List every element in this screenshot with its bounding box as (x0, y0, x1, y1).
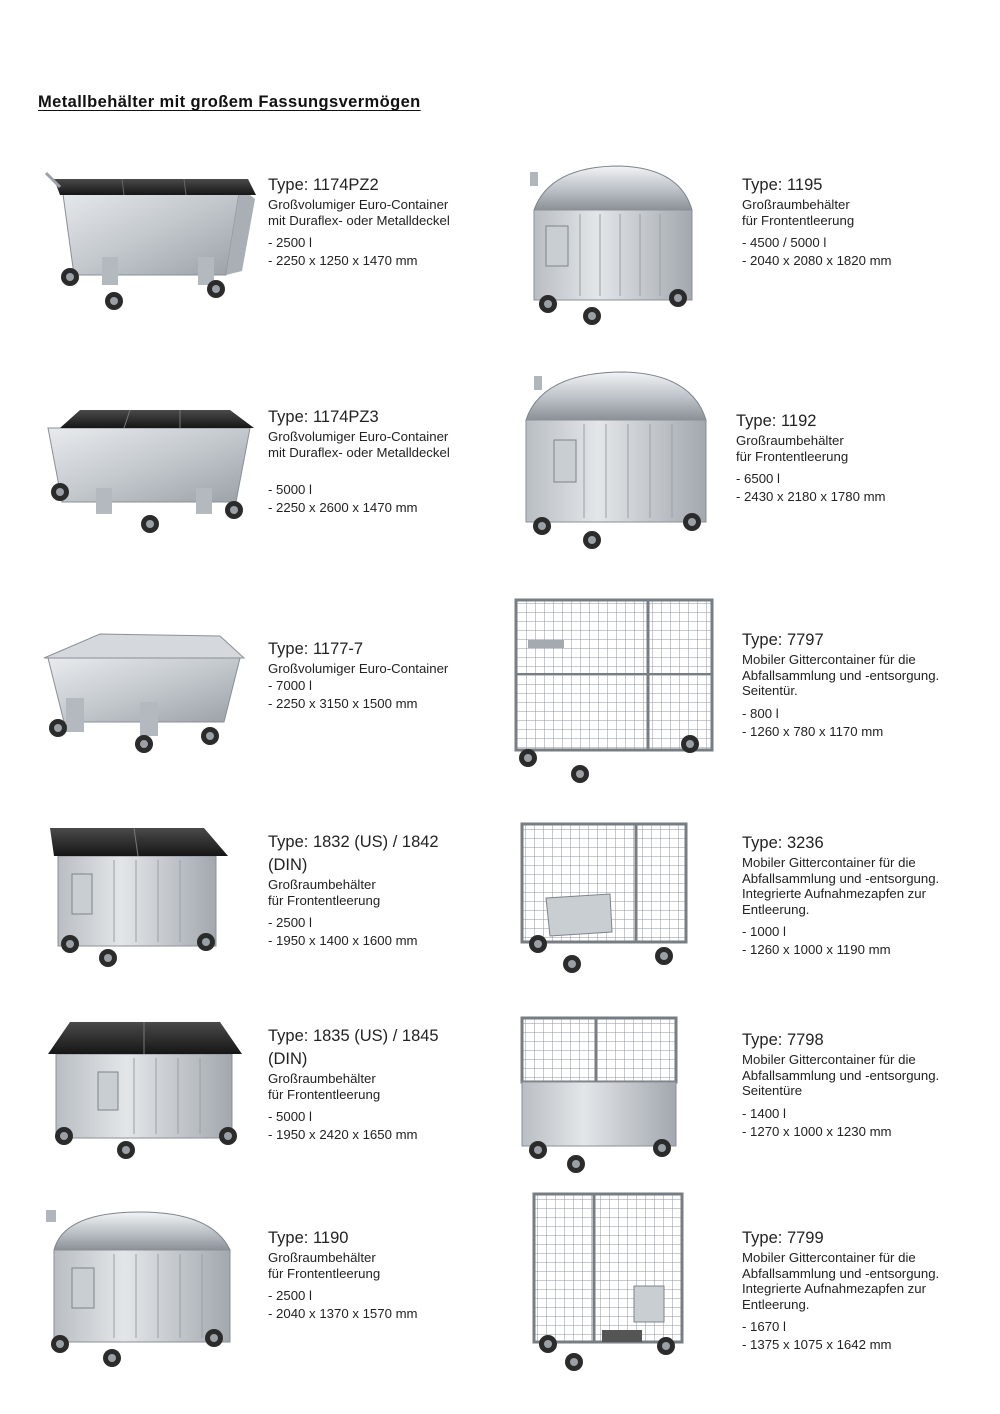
product-desc-line: Abfallsammlung und -entsorgung. (742, 1067, 940, 1083)
domed-container-icon (520, 160, 700, 330)
product-volume: - 1000 l (742, 924, 786, 939)
product-desc-line: Entleerung. (742, 901, 810, 917)
product-type: Type: 1835 (US) / 1845 (268, 1027, 439, 1045)
product-desc-line: Integrierte Aufnahmezapfen zur (742, 1281, 927, 1296)
product-volume: - 1670 l (742, 1319, 786, 1334)
slanted-container-black-lid-icon (40, 165, 260, 315)
product-desc-line: Entleerung. (742, 1296, 810, 1312)
product-volume: - 1400 l (742, 1105, 786, 1121)
product-volume: - 5000 l (268, 1109, 312, 1124)
product-type: Type: 7798 (742, 1031, 824, 1049)
product-dimensions: - 2040 x 2080 x 1820 mm (742, 253, 892, 268)
product-type: Type: 1174PZ3 (268, 408, 379, 426)
product-volume: - 5000 l (268, 482, 312, 497)
product-desc-line: Abfallsammlung und -entsorgung. (742, 667, 940, 683)
mesh-sheet-cart-icon (516, 1014, 682, 1176)
product-desc-line: Großraumbehälter (268, 1250, 376, 1265)
product-dimensions: - 1950 x 2420 x 1650 mm (268, 1127, 418, 1142)
product-volume: - 2500 l (268, 915, 312, 930)
product-dimensions: - 1950 x 1400 x 1600 mm (268, 933, 418, 948)
product-desc-line: mit Duraflex- oder Metalldeckel (268, 444, 450, 460)
product-desc-line: für Frontentleerung (736, 448, 849, 464)
mesh-cage-cart-icon (516, 820, 692, 982)
product-volume: - 4500 / 5000 l (742, 235, 827, 250)
product-dimensions: - 2250 x 1250 x 1470 mm (268, 253, 418, 268)
product-desc-line: Mobiler Gittercontainer für die (742, 652, 916, 667)
product-type: Type: 1192 (736, 412, 817, 430)
product-desc-line: Integrierte Aufnahmezapfen zur (742, 886, 927, 901)
product-volume: - 800 l (742, 705, 779, 721)
product-desc-line: Großraumbehälter (742, 197, 850, 212)
product-desc-line: Großraumbehälter (268, 1071, 376, 1086)
product-dimensions: - 2040 x 1370 x 1570 mm (268, 1306, 418, 1321)
flat-metal-lid-container-icon (40, 628, 250, 758)
product-type-suffix: (DIN) (268, 1050, 308, 1068)
product-dimensions: - 1260 x 780 x 1170 mm (742, 723, 884, 739)
product-type: Type: 1174PZ2 (268, 176, 379, 194)
product-desc-line: Abfallsammlung und -entsorgung. (742, 1265, 940, 1281)
product-dimensions: - 1270 x 1000 x 1230 mm (742, 1123, 892, 1139)
product-type-suffix: (DIN) (268, 856, 308, 874)
product-desc-line: mit Duraflex- oder Metalldeckel (268, 212, 450, 228)
product-desc-line: für Frontentleerung (742, 212, 855, 228)
product-desc-line: Großraumbehälter (736, 433, 844, 448)
product-volume: - 6500 l (736, 471, 780, 486)
product-dimensions: - 2250 x 3150 x 1500 mm (268, 695, 418, 711)
product-volume: - 2500 l (268, 235, 312, 250)
mesh-cage-cart-icon (508, 594, 720, 789)
product-desc-line: Seitentür. (742, 683, 798, 698)
product-dimensions: - 2430 x 2180 x 1780 mm (736, 489, 886, 504)
product-type: Type: 1832 (US) / 1842 (268, 833, 439, 851)
product-dimensions: - 2250 x 2600 x 1470 mm (268, 500, 418, 515)
upright-container-black-lid-icon (44, 822, 230, 968)
product-desc-line: Abfallsammlung und -entsorgung. (742, 870, 940, 886)
product-type: Type: 7797 (742, 631, 824, 649)
product-desc-line: für Frontentleerung (268, 892, 381, 908)
product-dimensions: - 1375 x 1075 x 1642 mm (742, 1337, 892, 1352)
tall-mesh-cart-icon (528, 1190, 688, 1374)
product-desc-line: Großvolumiger Euro-Container (268, 429, 449, 444)
product-desc-line: Großvolumiger Euro-Container (268, 661, 449, 676)
product-type: Type: 1177-7 (268, 640, 364, 658)
product-type: Type: 1190 (268, 1229, 349, 1247)
product-dimensions: - 1260 x 1000 x 1190 mm (742, 942, 891, 957)
product-desc-line: für Frontentleerung (268, 1265, 381, 1281)
page-title: Metallbehälter mit großem Fassungsvermögen (38, 93, 421, 111)
product-desc-line: Mobiler Gittercontainer für die (742, 1250, 916, 1265)
domed-container-icon (514, 366, 714, 551)
product-volume: - 2500 l (268, 1288, 312, 1303)
upright-container-black-lid-icon (44, 1018, 244, 1162)
product-type: Type: 7799 (742, 1229, 824, 1247)
product-desc-line: für Frontentleerung (268, 1086, 381, 1102)
wide-slanted-container-icon (40, 398, 260, 538)
product-desc-line: Mobiler Gittercontainer für die (742, 855, 916, 870)
product-type: Type: 3236 (742, 834, 824, 852)
product-desc-line: Großraumbehälter (268, 877, 376, 892)
product-desc-line: Großvolumiger Euro-Container (268, 197, 449, 212)
domed-container-icon (44, 1206, 240, 1370)
product-type: Type: 1195 (742, 176, 823, 194)
product-desc-line: Mobiler Gittercontainer für die (742, 1052, 916, 1067)
product-volume: - 7000 l (268, 677, 312, 693)
product-desc-line: Seitentüre (742, 1083, 803, 1098)
